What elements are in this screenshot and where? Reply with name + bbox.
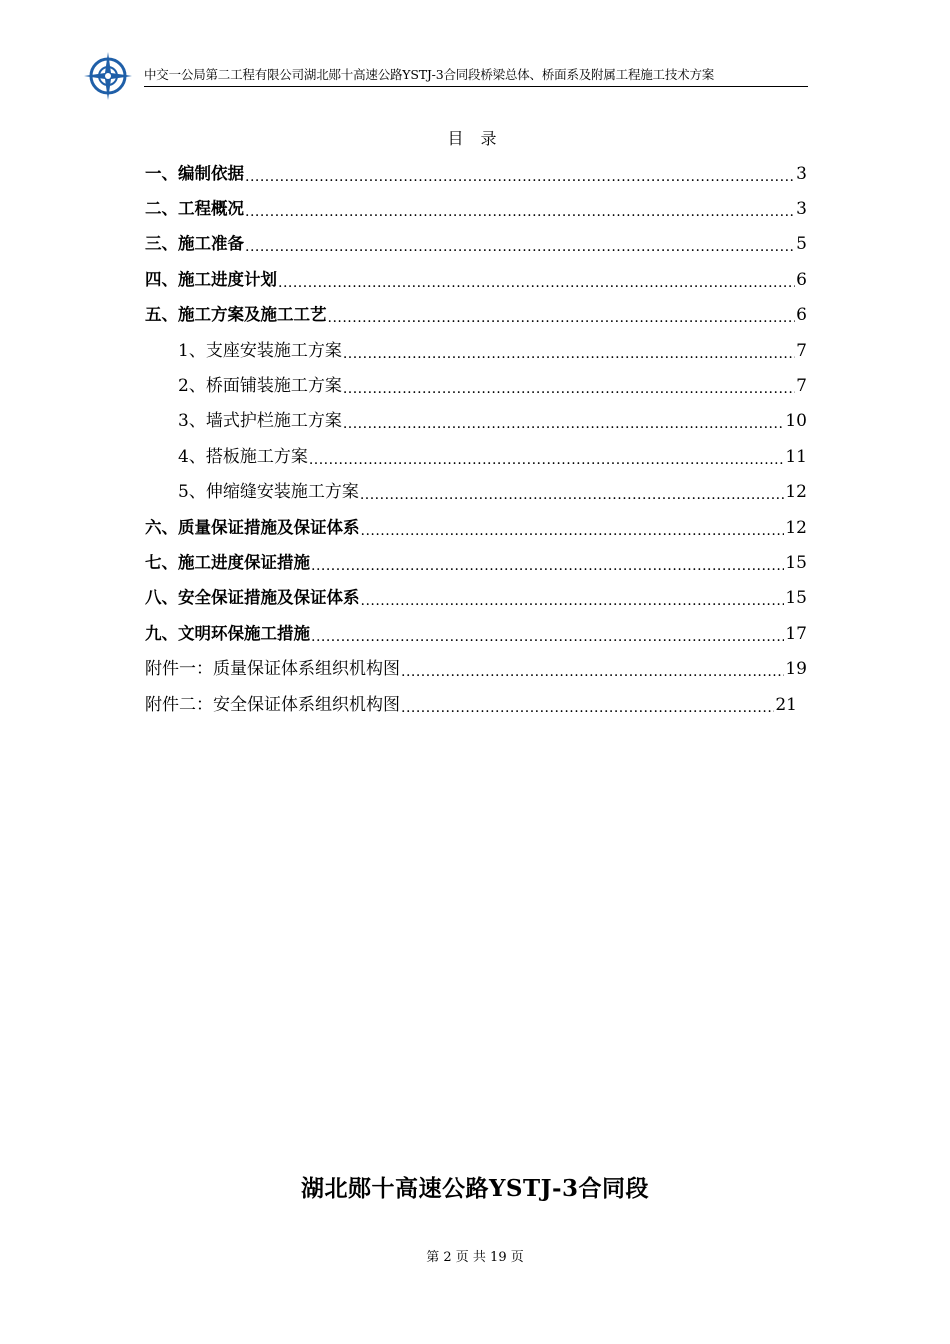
toc-entry[interactable]	[145, 581, 807, 616]
toc-entry-label: 五、施工方案及施工工艺	[145, 305, 327, 325]
toc-entry-label: 八、安全保证措施及保证体系	[145, 588, 360, 608]
toc-entry-label: 5、伸缩缝安装施工方案	[178, 482, 359, 503]
toc-entry-page: 15	[785, 588, 807, 609]
toc-entry-page: 5	[796, 234, 807, 255]
header-rule	[144, 86, 808, 87]
toc-entry-label: 3、墙式护栏施工方案	[178, 411, 342, 432]
toc-leader-dots	[309, 445, 785, 469]
toc-entry[interactable]	[145, 298, 807, 333]
toc-entry-page: 17	[785, 623, 807, 644]
toc-entry-page: 6	[796, 269, 807, 290]
toc-leader-dots	[343, 409, 785, 433]
toc-subentry[interactable]	[145, 333, 807, 368]
toc-entry-label: 七、施工进度保证措施	[145, 552, 310, 572]
toc-entry[interactable]	[145, 687, 797, 722]
toc-entry[interactable]	[145, 191, 807, 226]
toc-title: 目 录	[447, 129, 503, 148]
toc-entry-label: 1、支座安装施工方案	[178, 340, 342, 361]
toc-entry[interactable]	[145, 156, 807, 191]
toc-leader-dots	[360, 480, 785, 504]
toc-entry-page: 7	[796, 376, 807, 397]
toc-entry[interactable]	[145, 651, 807, 686]
toc-entry-label: 2、桥面铺装施工方案	[178, 376, 342, 397]
page-number: 第 2 页 共 19 页	[426, 1250, 524, 1265]
toc-entry-label: 三、施工准备	[145, 234, 244, 254]
toc-entry-label: 附件二：安全保证体系组织机构图	[145, 694, 400, 715]
toc-subentry[interactable]	[145, 404, 807, 439]
toc-entry[interactable]	[145, 262, 807, 297]
toc-leader-dots	[245, 162, 795, 186]
toc-subentry[interactable]	[145, 439, 807, 474]
toc-leader-dots	[361, 516, 785, 540]
toc-leader-dots	[343, 374, 795, 398]
toc-leader-dots	[328, 303, 796, 327]
project-title: 湖北郧十高速公路YSTJ-3合同段	[300, 1175, 650, 1202]
toc-leader-dots	[311, 622, 784, 646]
toc-entry-page: 3	[796, 199, 807, 220]
toc-leader-dots	[278, 268, 795, 292]
table-of-contents	[145, 156, 807, 722]
company-logo-icon	[82, 50, 134, 102]
toc-entry[interactable]	[145, 545, 807, 580]
toc-entry-page: 12	[785, 482, 807, 503]
header-company-line: 中交一公局第二工程有限公司湖北郧十高速公路YSTJ-3合同段桥梁总体、桥面系及附属工程施工技术方案	[144, 67, 715, 82]
toc-entry-page: 3	[796, 163, 807, 184]
toc-leader-dots	[401, 693, 774, 717]
toc-leader-dots	[311, 551, 784, 575]
toc-leader-dots	[343, 339, 795, 363]
toc-entry[interactable]	[145, 616, 807, 651]
toc-leader-dots	[361, 586, 785, 610]
toc-leader-dots	[245, 232, 795, 256]
toc-entry-page: 7	[796, 340, 807, 361]
page-header	[82, 50, 808, 104]
toc-entry[interactable]	[145, 510, 807, 545]
toc-entry-label: 六、质量保证措施及保证体系	[145, 517, 360, 537]
toc-leader-dots	[401, 657, 784, 681]
toc-entry-page: 15	[785, 552, 807, 573]
toc-leader-dots	[245, 197, 795, 221]
toc-subentry[interactable]	[145, 475, 807, 510]
toc-entry-page: 6	[796, 305, 807, 326]
toc-entry-page: 12	[785, 517, 807, 538]
toc-entry-label: 四、施工进度计划	[145, 269, 277, 289]
toc-entry-label: 二、工程概况	[145, 199, 244, 219]
toc-entry[interactable]	[145, 227, 807, 262]
toc-entry-label: 4、搭板施工方案	[178, 446, 308, 467]
toc-entry-label: 九、文明环保施工措施	[145, 623, 310, 643]
toc-entry-page: 11	[785, 446, 807, 467]
toc-entry-page: 10	[785, 411, 807, 432]
toc-subentry[interactable]	[145, 368, 807, 403]
toc-entry-page: 19	[785, 659, 807, 680]
toc-entry-label: 附件一：质量保证体系组织机构图	[145, 659, 400, 680]
toc-entry-page: 21	[775, 694, 797, 715]
toc-entry-label: 一、编制依据	[145, 163, 244, 183]
